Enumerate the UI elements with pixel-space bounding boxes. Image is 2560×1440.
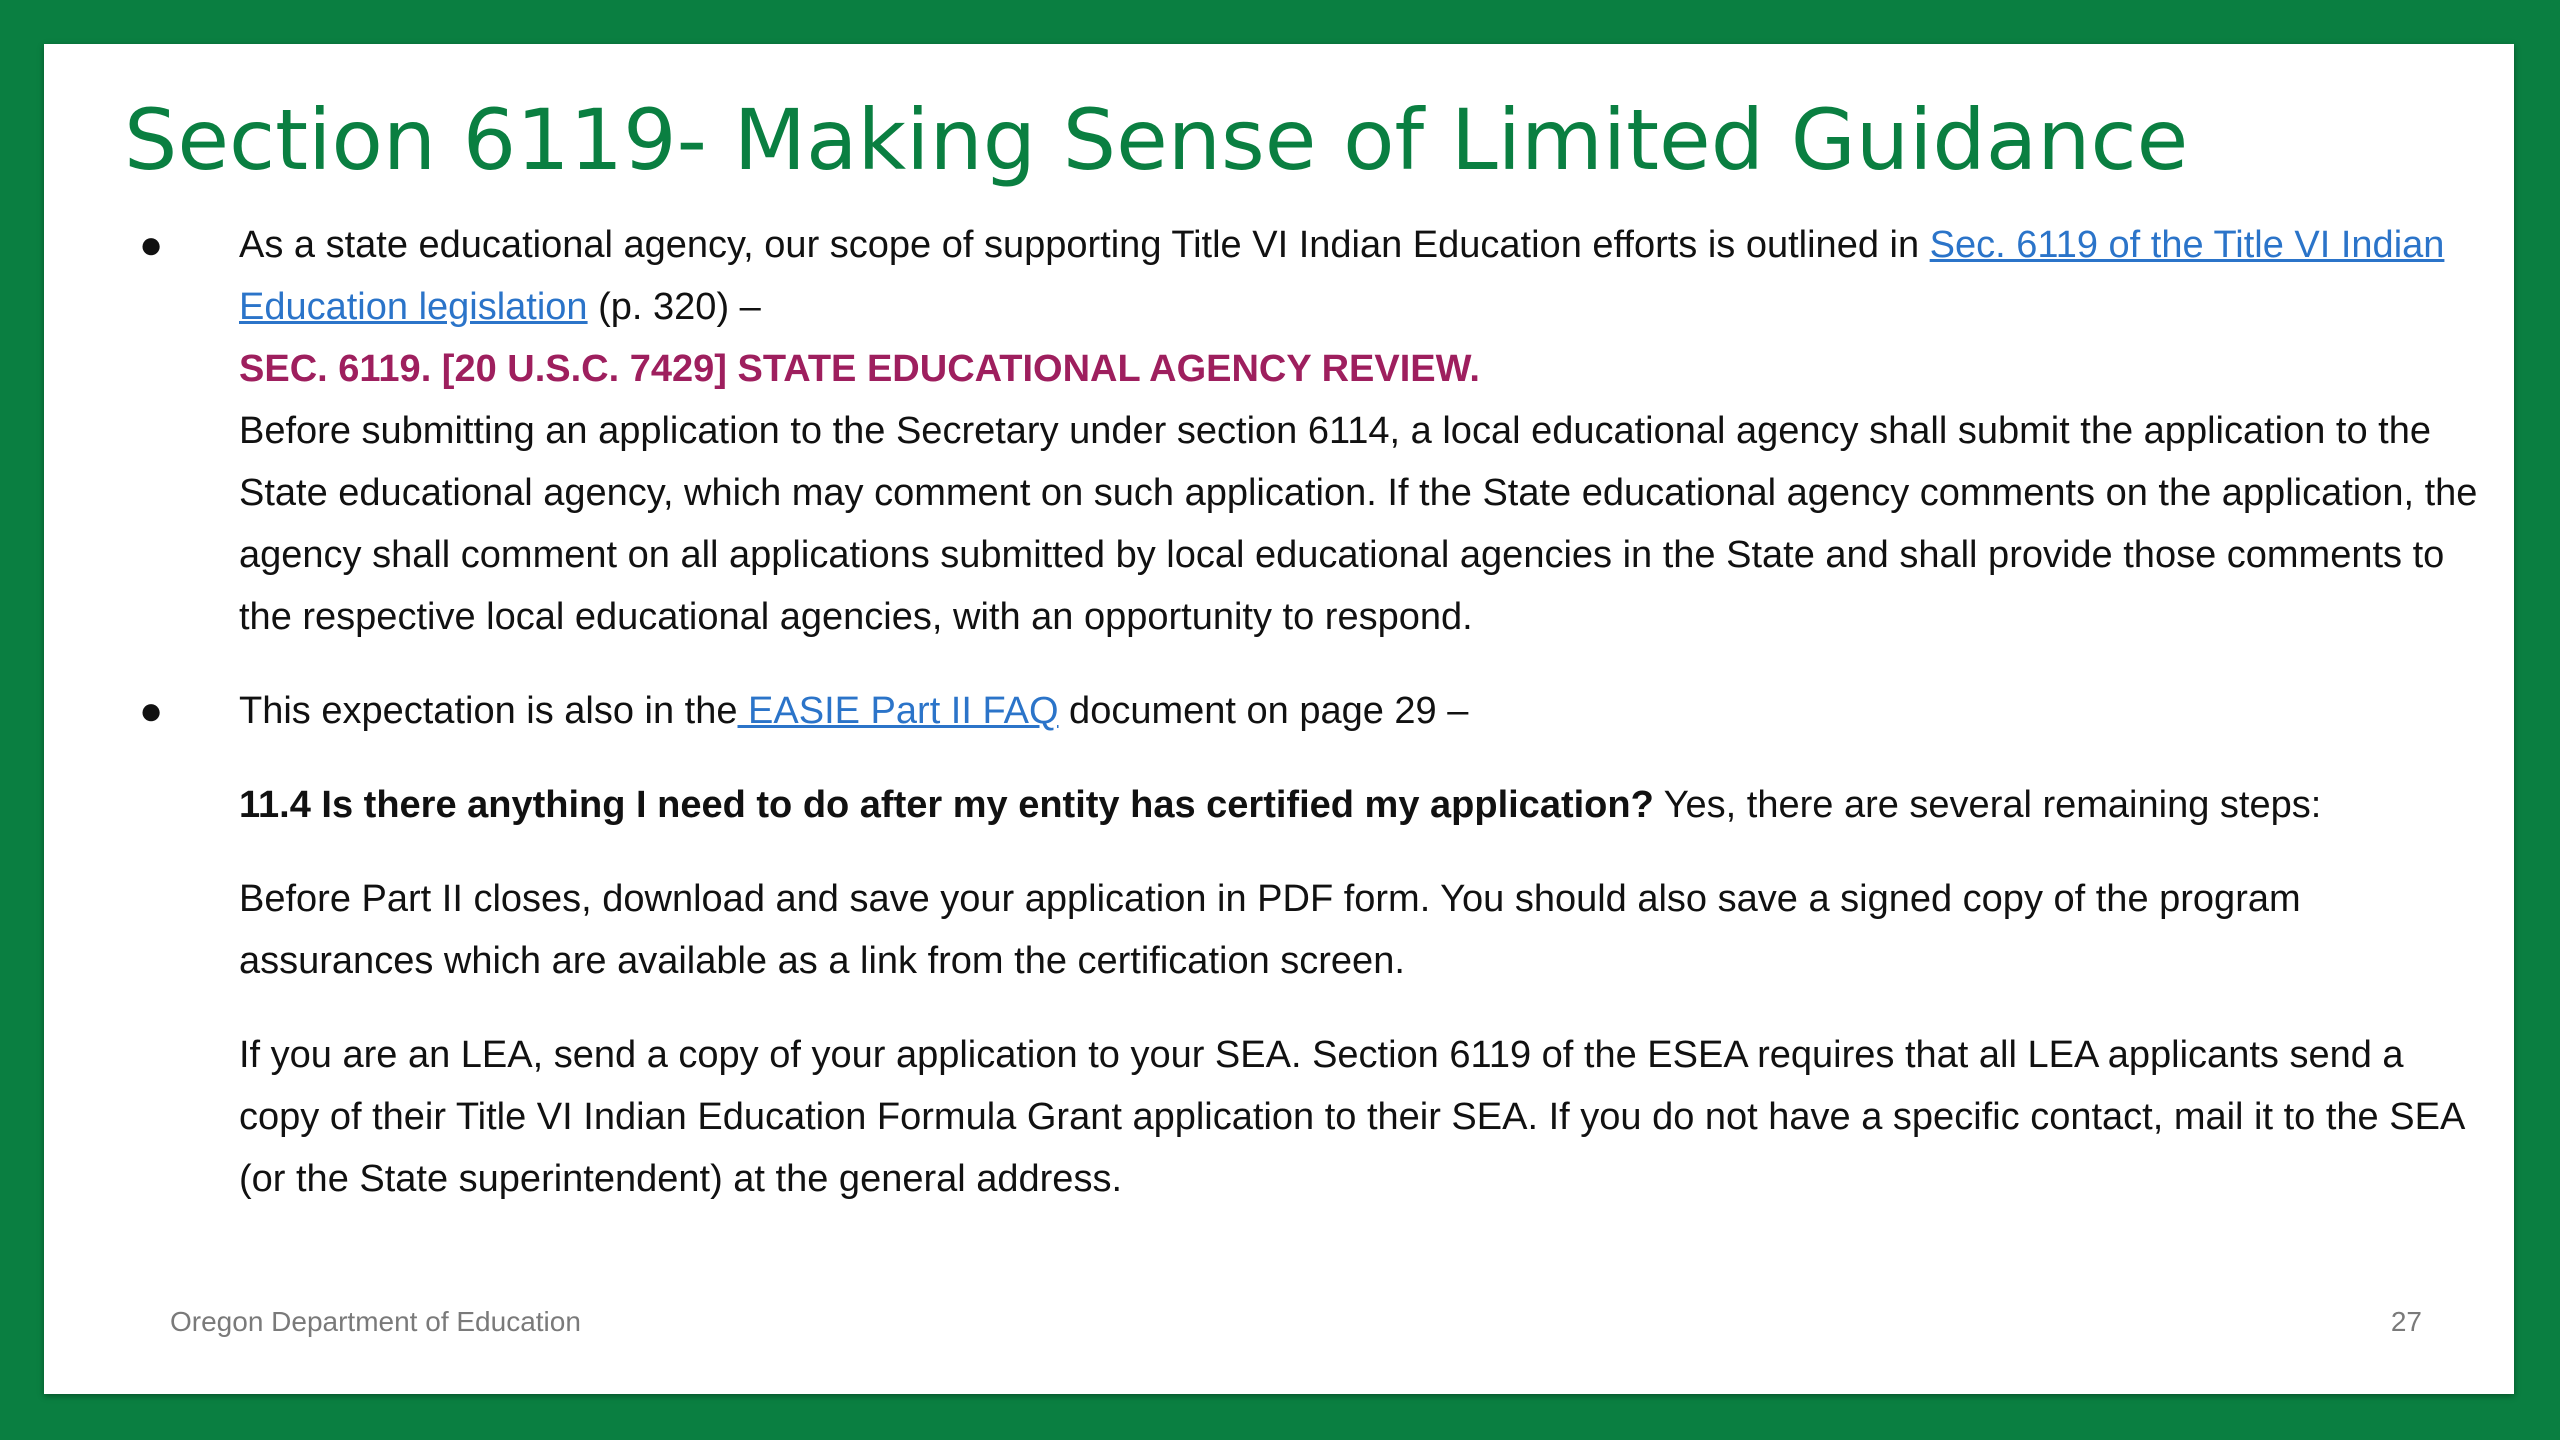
footer-page-number: 27: [2390, 1306, 2422, 1337]
spacer: [139, 742, 2479, 774]
slide-content: [139, 214, 2479, 1210]
bullet-item-faq: [139, 680, 2479, 742]
spacer: [139, 836, 2479, 868]
bullet-text-before: As a state educational agency, our scope of supporting Title VI Indian Education efforts is outlined in: [239, 224, 1930, 266]
faq-question: 11.4 Is there anything I need to do after my entity has certified my application?: [239, 784, 1654, 826]
sec-6119-link[interactable]: Sec. 6119 of the Title VI Indian Education legislation: [239, 224, 2445, 328]
bullet-text-after: document on page 29 –: [1058, 690, 1469, 732]
faq-paragraph-1: Before Part II closes, download and save your application in PDF form. You should also save a signed copy of the program assurances which are available as a link from the certification screen.: [239, 878, 2301, 982]
section-heading: SEC. 6119. [20 U.S.C. 7429] STATE EDUCATIONAL AGENCY REVIEW.: [239, 348, 1480, 390]
bullet-text: [239, 214, 2479, 338]
bullet-icon: ●: [139, 223, 164, 267]
faq-paragraph-2: If you are an LEA, send a copy of your application to your SEA. Section 6119 of the ESEA requires that all LEA applicants send a copy of their Title VI Indian Education Formula Grant application to their SEA. If you do not have a specific contact, mail it to the SEA (or the State superintendent) at the general address.: [239, 1034, 2464, 1200]
easie-faq-link[interactable]: EASIE Part II FAQ: [737, 690, 1059, 732]
footer-organization: Oregon Department of Education: [170, 1306, 581, 1337]
bullet-text-before: This expectation is also in the: [239, 690, 738, 732]
faq-answer-start: Yes, there are several remaining steps:: [1653, 784, 2322, 826]
spacer: [139, 648, 2479, 680]
faq-question-paragraph: [139, 774, 2479, 836]
bullet-icon: ●: [139, 689, 164, 733]
section-body: Before submitting an application to the Secretary under section 6114, a local educational agency shall submit the application to the State educational agency, which may comment on such application. If the State educational agency comments on the application, the agency shall comment on all applications submitted by local educational agencies in the State and shall provide those comments to the respective local educational agencies, with an opportunity to respond.: [239, 410, 2478, 638]
slide: [44, 44, 2514, 1394]
bullet-item-scope: [139, 214, 2479, 648]
slide-title: Section 6119- Making Sense of Limited Guidance: [124, 91, 2189, 189]
spacer: [139, 992, 2479, 1024]
bullet-text: [239, 680, 2479, 742]
bullet-text-after: (p. 320) –: [587, 286, 761, 328]
